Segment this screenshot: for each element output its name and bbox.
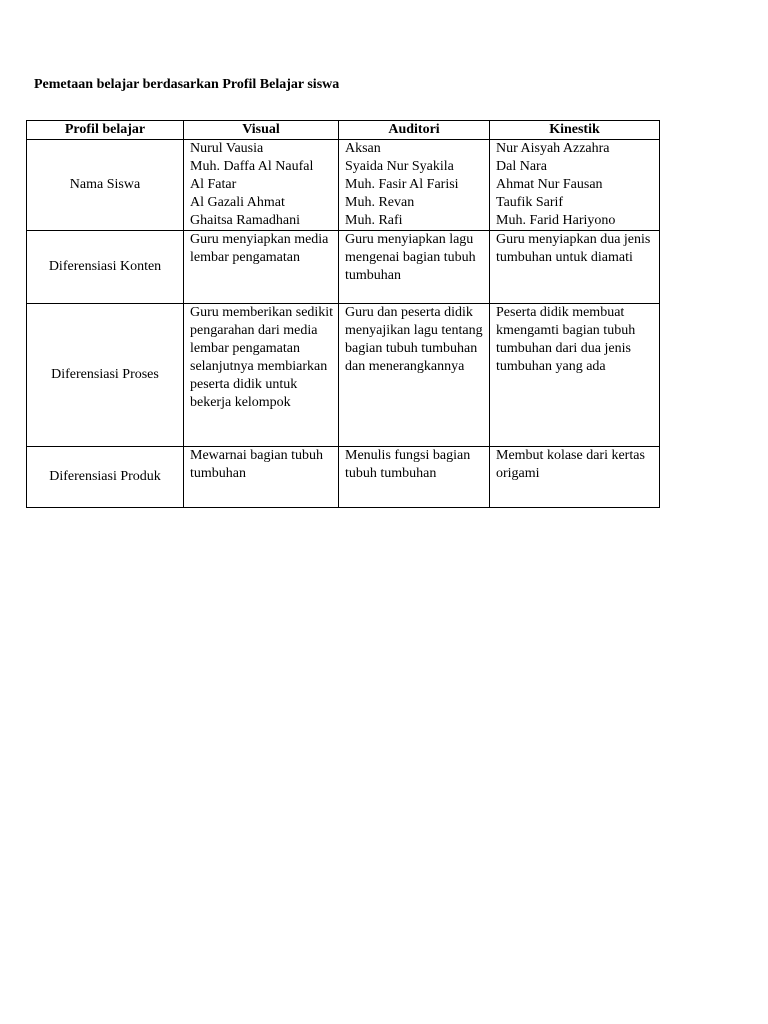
student-name: Muh. Fasir Al Farisi xyxy=(345,177,459,192)
table-row-nama-siswa xyxy=(27,140,660,231)
document-title: Pemetaan belajar berdasarkan Profil Belajar siswa xyxy=(34,77,340,92)
student-name: Dal Nara xyxy=(496,159,547,174)
header-auditori: Auditori xyxy=(339,121,490,140)
cell-kinestik-names xyxy=(490,140,660,231)
student-name: Muh. Farid Hariyono xyxy=(496,213,616,228)
cell-visual-proses: Guru memberikan sedikit pengarahan dari media lembar pengamatan selanjutnya membiarkan peserta didik untuk bekerja kelompok xyxy=(184,304,339,447)
student-name: Muh. Daffa Al Naufal xyxy=(190,159,314,174)
student-name: Muh. Rafi xyxy=(345,213,403,228)
cell-auditori-produk: Menulis fungsi bagian tubuh tumbuhan xyxy=(339,447,490,508)
table-header-row xyxy=(27,121,660,140)
student-name: Aksan xyxy=(345,141,381,156)
table-row-diferensiasi-proses xyxy=(27,304,660,447)
table-row-diferensiasi-produk xyxy=(27,447,660,508)
student-name: Muh. Revan xyxy=(345,195,415,210)
student-name: Nur Aisyah Azzahra xyxy=(496,141,610,156)
student-name: Nurul Vausia xyxy=(190,141,264,156)
header-kinestik: Kinestik xyxy=(490,121,660,140)
row-label-nama-siswa: Nama Siswa xyxy=(27,140,184,231)
cell-visual-produk: Mewarnai bagian tubuh tumbuhan xyxy=(184,447,339,508)
learning-profile-table xyxy=(26,120,660,508)
cell-visual-names xyxy=(184,140,339,231)
table-row-diferensiasi-konten xyxy=(27,231,660,304)
student-name: Al Fatar xyxy=(190,177,237,192)
student-name: Ghaitsa Ramadhani xyxy=(190,213,301,228)
header-profil-belajar: Profil belajar xyxy=(27,121,184,140)
cell-auditori-names xyxy=(339,140,490,231)
cell-kinestik-produk: Membut kolase dari kertas origami xyxy=(490,447,660,508)
student-name: Ahmat Nur Fausan xyxy=(496,177,603,192)
row-label-diferensiasi-produk: Diferensiasi Produk xyxy=(27,447,184,508)
row-label-diferensiasi-proses: Diferensiasi Proses xyxy=(27,304,184,447)
header-visual: Visual xyxy=(184,121,339,140)
cell-visual-konten: Guru menyiapkan media lembar pengamatan xyxy=(184,231,339,304)
student-name: Al Gazali Ahmat xyxy=(190,195,285,210)
cell-auditori-konten: Guru menyiapkan lagu mengenai bagian tubuh tumbuhan xyxy=(339,231,490,304)
cell-kinestik-konten: Guru menyiapkan dua jenis tumbuhan untuk diamati xyxy=(490,231,660,304)
student-name: Syaida Nur Syakila xyxy=(345,159,454,174)
cell-kinestik-proses: Peserta didik membuat kmengamti bagian tubuh tumbuhan dari dua jenis tumbuhan yang ada xyxy=(490,304,660,447)
student-name: Taufik Sarif xyxy=(496,195,564,210)
row-label-diferensiasi-konten: Diferensiasi Konten xyxy=(27,231,184,304)
cell-auditori-proses: Guru dan peserta didik menyajikan lagu tentang bagian tubuh tumbuhan dan menerangkannya xyxy=(339,304,490,447)
